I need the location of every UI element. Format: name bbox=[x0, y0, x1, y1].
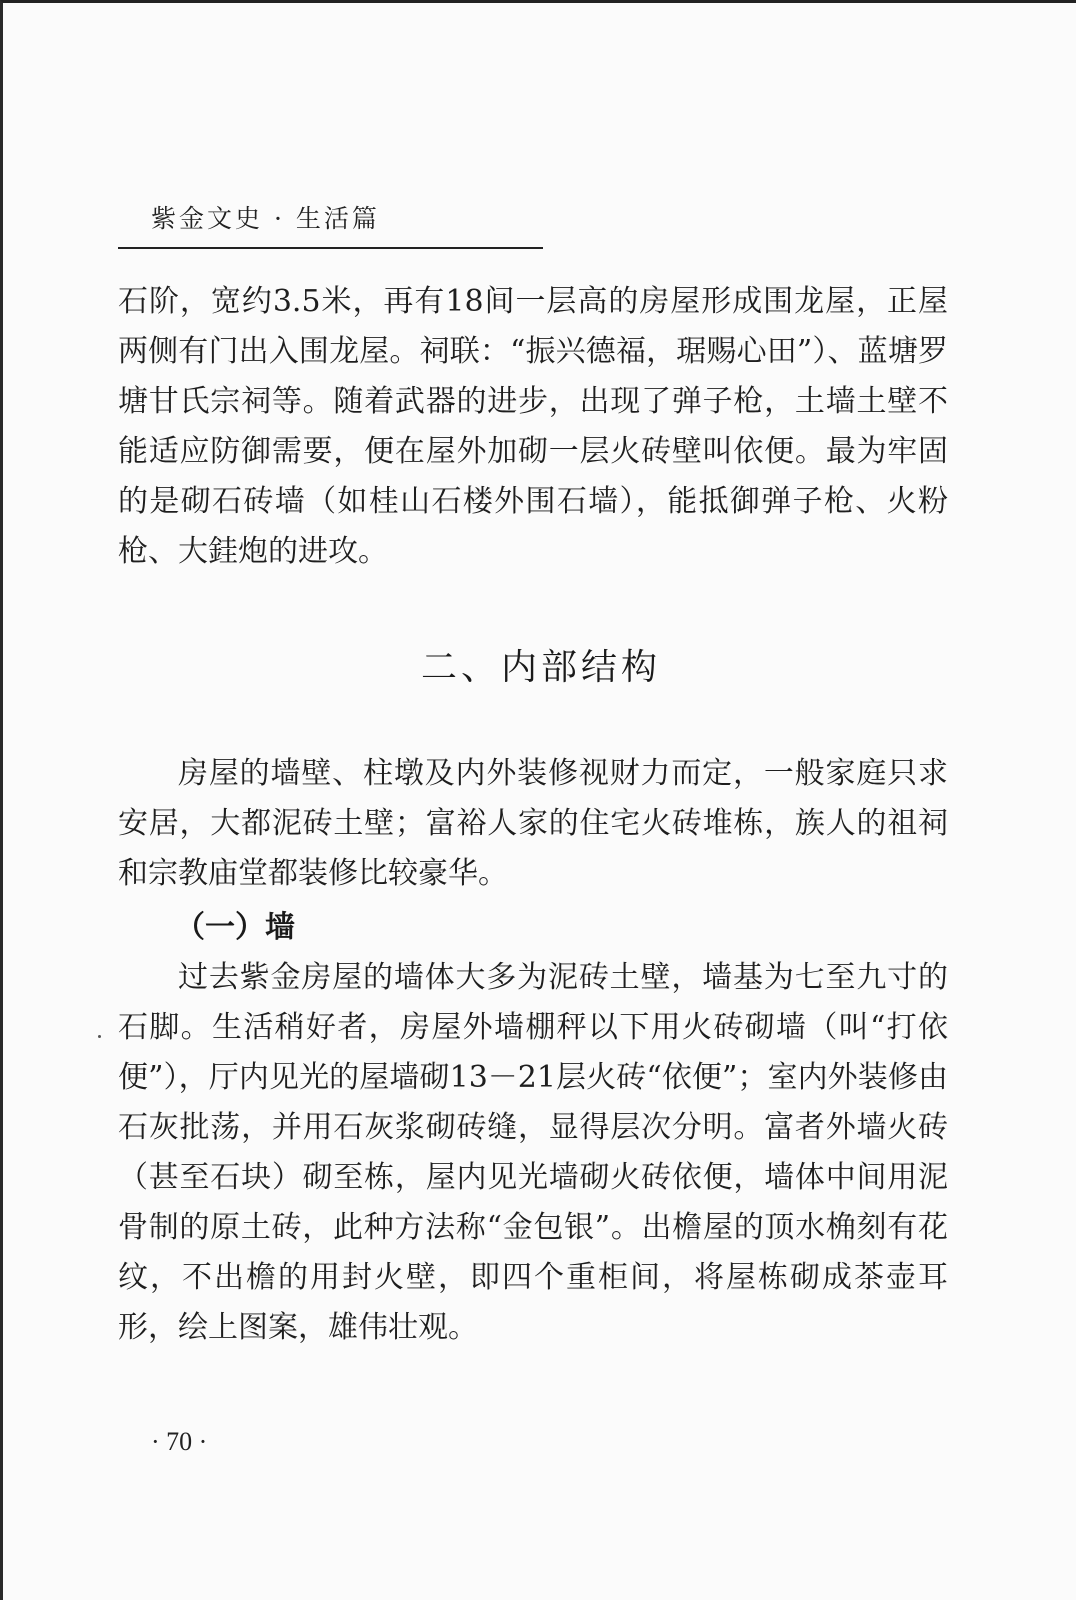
page-number: · 70 · bbox=[151, 1427, 208, 1456]
scan-speck bbox=[98, 1035, 101, 1038]
walls-paragraph: 过去紫金房屋的墙体大多为泥砖土壁，墙基为七至九寸的石脚。生活稍好者，房屋外墙棚秤以下用火砖砌墙（叫“打依便”），厅内见光的屋墙砌13－21层火砖“依便”；室内外装修由石灰批荡，并用石灰浆砌砖缝，显得层次分明。富者外墙火砖（甚至石块）砌至栋，屋内见光墙砌火砖依便，墙体中间用泥骨制的原土砖，此种方法称“金包银”。出檐屋的顶水桷刻有花纹，不出檐的用封火壁，即四个重柜间，将屋栋砌成茶壶耳形，绘上图案，雄伟壮观。 bbox=[118, 960, 948, 1345]
header-rule bbox=[118, 247, 543, 249]
section-title: 二、内部结构 bbox=[420, 647, 661, 688]
intro-paragraph: 房屋的墙壁、柱墩及内外装修视财力而定，一般家庭只求安居，大都泥砖土壁；富裕人家的住宅火砖堆栋，族人的祖祠和宗教庙堂都装修比较豪华。 bbox=[118, 756, 948, 891]
running-header: 紫金文史 · 生活篇 bbox=[151, 204, 380, 233]
subsection-title: （一）墙 bbox=[175, 910, 295, 945]
continued-paragraph: 石阶，宽约3.5米，再有18间一层高的房屋形成围龙屋，正屋两侧有门出入围龙屋。祠联：“振兴德福，琚赐心田”）、蓝塘罗塘甘氏宗祠等。随着武器的进步，出现了弹子枪，土墙土壁不能适应防御需要，便在屋外加砌一层火砖壁叫依便。最为牢固的是砌石砖墙（如桂山石楼外围石墙），能抵御弹子枪、火粉枪、大銈炮的进攻。 bbox=[118, 284, 948, 569]
